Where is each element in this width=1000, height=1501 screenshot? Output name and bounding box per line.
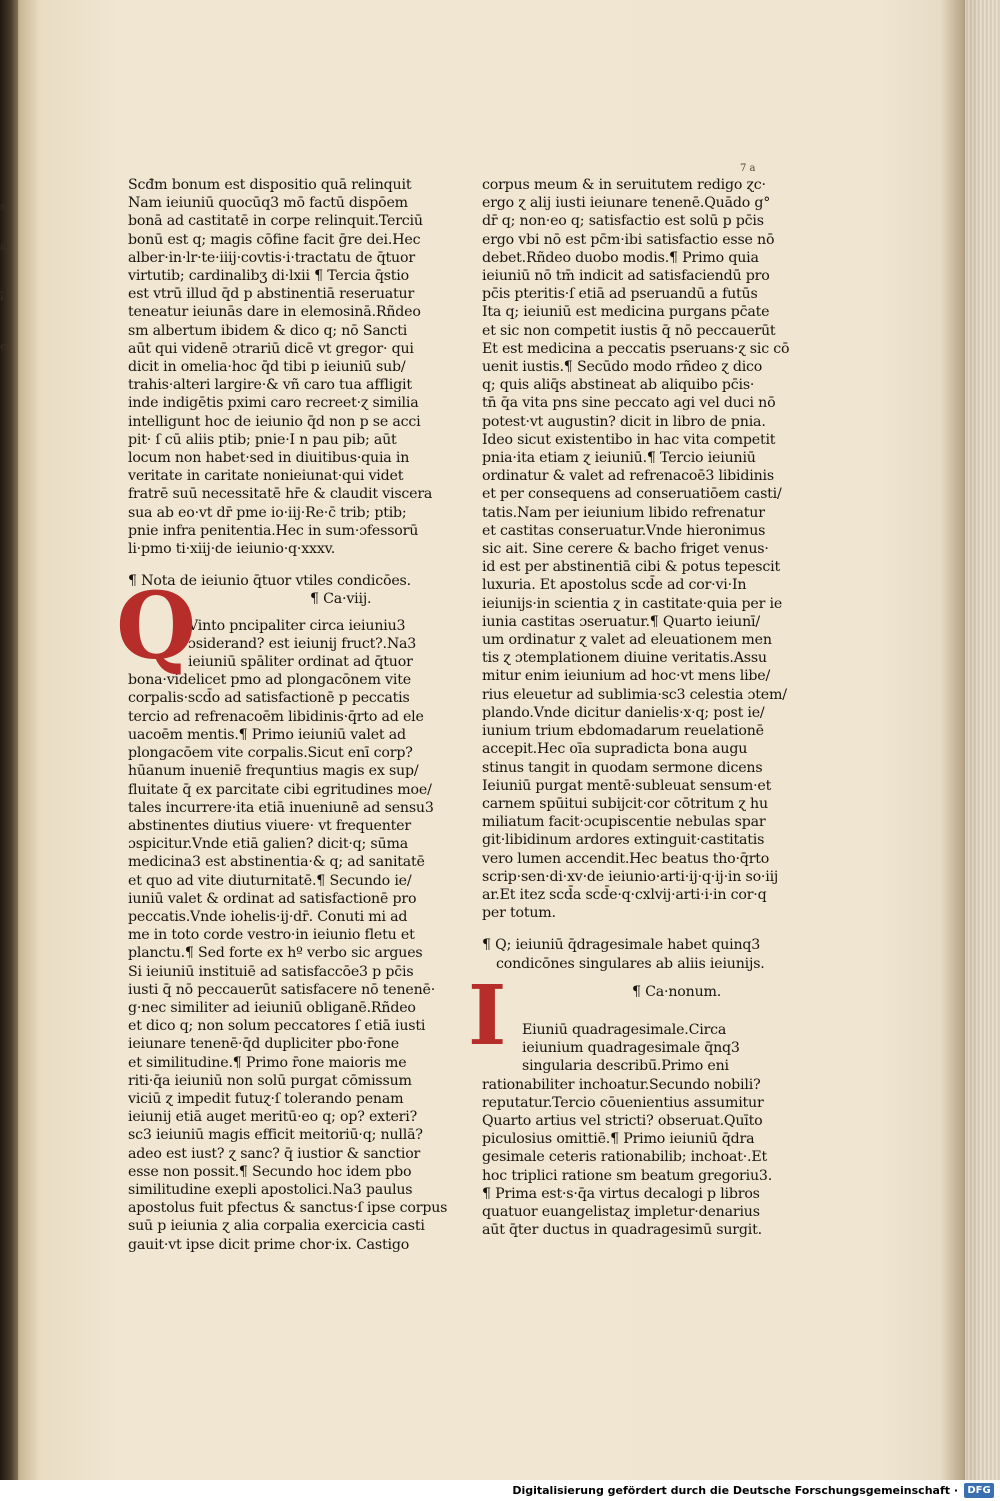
text-line: vero lumen accendit.Hec beatus tho·q̄rto xyxy=(482,850,770,867)
text-line: iusti q̄ nō peccauerūt satisfacere nō tenenē· xyxy=(128,981,436,998)
text-line: et dico q; non solum peccatores ſ etiā iusti xyxy=(128,1018,426,1035)
page-fore-edge xyxy=(965,0,1000,1480)
margin-fragment: ī xyxy=(0,290,4,303)
spacer xyxy=(128,558,458,572)
text-line: virtutib; cardinalibʒ di·lxii ¶ Tercia q̄stio xyxy=(128,268,409,285)
margin-fragment: a xyxy=(0,240,7,253)
text-line: Eiuniū quadragesimale.Circa xyxy=(522,1021,727,1038)
folio-mark: 7 a xyxy=(740,163,756,174)
text-line: teneatur ieiunās dare in elemosinā.Rñdeo xyxy=(128,304,421,321)
text-line: viciū ɀ impedit futuɀ·ſ tolerando penam xyxy=(128,1090,404,1107)
text-line: inde indigētis pximi caro recreet·ɀ similia xyxy=(128,395,419,412)
text-line: sc3 ieiuniū magis efficit meitoriū·q; nullā? xyxy=(128,1127,423,1144)
text-line: rationabiliter inchoatur.Secundo nobili? xyxy=(482,1076,761,1093)
text-line: piculosius omittiē.¶ Primo ieiuniū q̄dra xyxy=(482,1131,755,1148)
text-line: Ieiuniū purgat mentē·subleuat sensum·et xyxy=(482,777,772,794)
text-line: reputatur.Tercio cōuenientius assumitur xyxy=(482,1094,764,1111)
text-line: Ideo sicut existentibo in hac vita competit xyxy=(482,431,776,448)
text-line: veritate in caritate nonieiunat·qui videt xyxy=(128,468,404,485)
text-line: medicina3 est abstinentia·& q; ad sanitatē xyxy=(128,854,425,871)
text-line: uenit iustis.¶ Secūdo modo rñdeo ɀ dico xyxy=(482,359,763,376)
text-line: iunia castitas ɔseruatur.¶ Quarto ieiunī/ xyxy=(482,613,760,630)
text-line: ieiuniū spāliter ordinat ad q̄tuor xyxy=(188,654,413,671)
text-line: rius eleuetur ad sublimia·sc3 celestia ɔtem/ xyxy=(482,686,787,703)
text-line: locum non habet·sed in diuitibus·quia in xyxy=(128,450,410,467)
text-line: mitur enim ieiunium ad hoc·vt mens libe/ xyxy=(482,668,771,685)
section-heading: ¶ Q; ieiuniū q̄dragesimale habet quinq3 xyxy=(482,937,761,954)
section-heading: ¶ Nota de ieiunio q̄tuor vtiles condicōes. xyxy=(128,573,411,590)
text-line: et similitudine.¶ Primo r̄one maioris me xyxy=(128,1054,407,1071)
text-line: tercio ad refrenacoēm libidinis·q̄rto ad ele xyxy=(128,708,424,725)
spacer xyxy=(482,922,772,936)
margin-fragment: s xyxy=(0,200,6,213)
left-column xyxy=(128,176,458,1254)
text-line: iuniū valet & ordinat ad satisfactionē pro xyxy=(128,890,417,907)
text-line: tales incurrere·ita etiā inueniunē ad sensu3 xyxy=(128,799,434,816)
text-line: hūanum inueniē frequntius magis ex sup/ xyxy=(128,763,419,780)
text-line: pc̄is pteritis·ſ etiā ad pseruandū a futūs xyxy=(482,286,758,303)
text-line: ieiuniū nō tm̄ indicit ad satisfaciendū pro xyxy=(482,268,770,285)
text-line: et castitas conseruatur.Vnde hieronimus xyxy=(482,522,766,539)
text-line: aūt q̄ter ductus in quadragesimū surgit. xyxy=(482,1222,762,1239)
text-line: sic ait. Sine cerere & bacho friget venus· xyxy=(482,541,769,558)
text-line: riti·q̄a ieiuniū non solū purgat cōmissum xyxy=(128,1072,412,1089)
text-line: trahis·alteri largire·& vñ caro tua affligit xyxy=(128,377,412,394)
spacer xyxy=(482,1001,772,1021)
text-line: fratrē suū necessitatē hr̄e & claudit viscera xyxy=(128,486,433,503)
rubricated-initial-i: I xyxy=(468,968,507,1064)
text-line: um ordinatur ɀ valet ad eleuationem men xyxy=(482,632,772,649)
text-line: li·pmo ti·xiij·de ieiunio·q·xxxv. xyxy=(128,541,336,558)
text-line: fluitate q̄ ex parcitate cibi egritudines moe/ xyxy=(128,781,432,798)
text-line: adeo est iust? ɀ sanc? q̄ iustior & sanctior xyxy=(128,1145,421,1162)
text-line: q; quis aliq̄s abstineat ab aliquibo pc̄is· xyxy=(482,377,755,394)
text-line: hoc triplici ratione sm beatum gregoriu3. xyxy=(482,1167,773,1184)
text-line: dicit in omelia·hoc q̄d tibi p ieiuniū sub/ xyxy=(128,359,406,376)
text-line: dr̄ q; non·eo q; satisfactio est solū p pc̄is xyxy=(482,213,764,230)
text-line: ɔsiderand? est ieiunij fruct?.Na3 xyxy=(188,635,417,652)
text-line: esse non possit.¶ Secundo hoc idem pbo xyxy=(128,1163,412,1180)
text-line: stinus tangit in quodam sermone dicens xyxy=(482,759,763,776)
text-line: corpalis·scd̄o ad satisfactionē p peccatis xyxy=(128,690,410,707)
text-line: Quarto artius vel stricti? obseruat.Quīto xyxy=(482,1112,763,1129)
text-line: Scđm bonum est dispositio quā relinquit xyxy=(128,177,412,193)
text-line: plando.Vnde dicitur danielis·x·q; post ie/ xyxy=(482,704,765,721)
text-line: accepit.Hec oīa supradicta bona augu xyxy=(482,741,748,758)
text-line: id est per abstinentiā cibi & potus tepescit xyxy=(482,559,780,576)
text-line: et sic non competit iustis q̄ nō peccauerūt xyxy=(482,322,776,339)
funding-credit: Digitalisierung gefördert durch die Deutsche Forschungsgemeinschaft · xyxy=(512,1484,958,1497)
text-line: bonū est q; magis cōfine facit ḡre dei.Hec xyxy=(128,231,421,248)
text-line: aūt qui videnē ɔtrariū dicē vt gregor· qui xyxy=(128,340,414,357)
text-line: debet.Rñdeo duobo modis.¶ Primo quia xyxy=(482,249,759,266)
text-line: ieiunium quadragesimale q̄nq3 xyxy=(522,1040,740,1057)
text-line: g·nec similiter ad ieiuniū obliganē.Rñdeo xyxy=(128,999,416,1016)
text-line: quatuor euangelistaɀ impletur·denarius xyxy=(482,1203,760,1220)
rubricated-initial-q: Q xyxy=(116,572,197,680)
text-line: tis ɀ ɔtemplationem diuine veritatis.Assu xyxy=(482,650,767,667)
text-line: planctu.¶ Sed forte ex hº verbo sic argues xyxy=(128,945,423,962)
text-line: pit· ſ cū aliis ptib; pnie·I n pau pib; aūt xyxy=(128,431,397,448)
text-line: tatis.Nam per ieiunium libido refrenatur xyxy=(482,504,765,521)
text-line: et per consequens ad conseruatiōem casti/ xyxy=(482,486,782,503)
text-line: bona·videlicet pmo ad plongacōnem vite xyxy=(128,672,411,689)
text-line: similitudine exepli apostolici.Na3 paulus xyxy=(128,1181,413,1198)
text-line: ɔspicitur.Vnde etiā galien? dicit·q; sūma xyxy=(128,836,408,853)
text-line: potest·vt augustin? dicit in libro de pnia. xyxy=(482,413,766,430)
margin-fragment: e xyxy=(0,340,7,353)
section-heading: condicōnes singulares ab aliis ieiunijs. xyxy=(496,955,765,972)
text-line: ordinatur & valet ad refrenacoē3 libidinis xyxy=(482,468,774,485)
right-column xyxy=(482,176,790,1239)
text-line: sua ab eo·vt dr̄ pme io·iij·Re·c̄ trib; ptib; xyxy=(128,504,407,521)
text-line: ergo vbi nō est pc̄m·ibi satisfactio esse nō xyxy=(482,231,775,248)
text-line: ieiunare tenenē·q̄d dupliciter pbo·r̄one xyxy=(128,1036,399,1053)
text-line: ieiunijs·in scientia ɀ in castitate·quia per ie xyxy=(482,595,783,612)
footer-bar xyxy=(0,1480,1000,1501)
text-line: Ita q; ieiuniū est medicina purgans pc̄ate xyxy=(482,304,770,321)
text-line: miliatum facit·ɔcupiscentie nebulas spar xyxy=(482,814,766,831)
text-line: pnia·ita etiam ɀ ieiuniū.¶ Tercio ieiuniū xyxy=(482,450,756,467)
text-line: alber·in·lr·te·iiij·covtis·i·tractatu de q̄tuor xyxy=(128,249,415,266)
text-line: intelligunt hoc de ieiunio q̄d non p se acci xyxy=(128,413,421,430)
text-line: gauit·vt ipse dicit prime chor·ix. Castigo xyxy=(128,1236,410,1253)
text-line: me in toto corde vestro·in ieiunio fletu et xyxy=(128,927,415,944)
text-line: ar.Et itez scd̄a scd̄e·q·cxlvij·arti·i·in cor·q xyxy=(482,886,767,903)
text-line: iunium trium ebdomadarum reuelationē xyxy=(482,723,764,740)
text-line: peccatis.Vnde iohelis·ij·dr̄. Conuti mi ad xyxy=(128,908,408,925)
text-line: Si ieiuniū instituiē ad satisfaccōe3 p pc̄is xyxy=(128,963,414,980)
dfg-logo: DFG xyxy=(964,1483,994,1498)
text-line: uacoēm mentis.¶ Primo ieiuniū valet ad xyxy=(128,726,406,743)
text-line: suū p ieiunia ɀ alia corpalia exercicia casti xyxy=(128,1218,425,1235)
text-line: git·libidinum ardores extinguit·castitatis xyxy=(482,832,765,849)
text-line: ¶ Prima est·s·q̄a virtus decalogi p libros xyxy=(482,1185,760,1202)
text-line: ieiunij etiā auget meritū·eo q; op? exteri? xyxy=(128,1109,417,1126)
text-line: plongacōem vite corpalis.Sicut enī corp? xyxy=(128,745,413,762)
text-line: Nam ieiuniū quocūq3 mō factū dispōem xyxy=(128,195,408,212)
text-line: gesimale ceteris rationabilib; inchoat·.Et xyxy=(482,1149,768,1166)
text-line: est vtrū illud q̄d p abstinentiā reseruatur xyxy=(128,286,415,303)
text-line: bonā ad castitatē in corpe relinquit.Terciū xyxy=(128,213,423,230)
left-page-edge xyxy=(0,0,18,1480)
text-line: singularia describū̄.Primo eni xyxy=(522,1058,729,1075)
text-line: apostolus fuit pfectus & sanctus·ſ ipse corpus xyxy=(128,1200,448,1217)
text-line: luxuria. Et apostolus scd̄e ad cor·vi·In xyxy=(482,577,747,594)
text-line: abstinentes diutius viuere· vt frequenter xyxy=(128,817,411,834)
text-line: Et est medicina a peccatis pseruans·ɀ sic cō xyxy=(482,340,790,357)
text-line: carnem spūitui subijcit·cor cōtritum ɀ hu xyxy=(482,795,768,812)
text-line: et quo ad vite diuturnitatē.¶ Secundo ie/ xyxy=(128,872,412,889)
text-line: corpus meum & in seruitutem redigo ɀc· xyxy=(482,177,766,193)
text-line: pnie infra penitentia.Hec in sum·ɔfessorū xyxy=(128,522,419,539)
section-heading: ¶ Ca·nonum. xyxy=(632,983,722,1000)
text-line: scrip·sen·di·xv·de ieiunio·arti·ij·q·ij·in so·iij xyxy=(482,868,779,885)
text-line: Vinto pncipaliter circa ieiuniu3 xyxy=(188,617,406,634)
section-heading: ¶ Ca·viij. xyxy=(310,591,372,608)
text-line: sm albertum ibidem & dico q; nō Sancti xyxy=(128,322,408,339)
text-line: ergo ɀ alij iusti ieiunare tenenē.Quādo g° xyxy=(482,195,771,212)
spacer xyxy=(482,973,772,983)
text-line: tn̄ q̄a vita pns sine peccato agi vel duci nō xyxy=(482,395,776,412)
text-line: per totum. xyxy=(482,905,556,922)
